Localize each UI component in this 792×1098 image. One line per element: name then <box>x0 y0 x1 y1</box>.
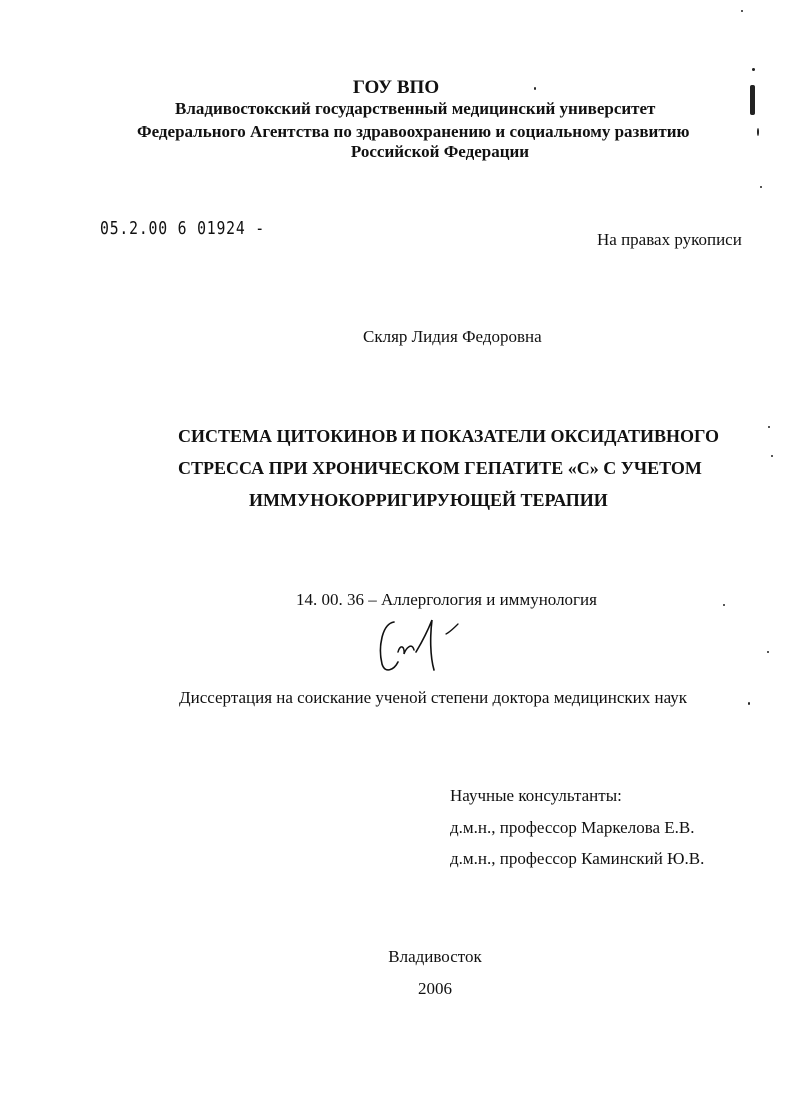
scan-artifact <box>750 85 755 115</box>
scan-artifact <box>534 87 536 90</box>
title-line-2: СТРЕССА ПРИ ХРОНИЧЕСКОМ ГЕПАТИТЕ «С» С УЧЕТОМ <box>178 458 702 478</box>
scan-artifact <box>760 186 762 188</box>
scan-artifact <box>748 702 750 705</box>
scan-artifact <box>771 455 773 457</box>
registration-number-stamp: 05.2.00 6 01924 - <box>100 218 266 239</box>
scan-artifact <box>768 426 770 428</box>
university-name: Владивостокский государственный медицинский университет <box>175 99 656 118</box>
consultants-heading: Научные консультанты: <box>450 786 622 805</box>
city: Владивосток <box>388 947 482 966</box>
scan-artifact <box>752 68 755 71</box>
country-name: Российской Федерации <box>350 142 530 161</box>
dissertation-type: Диссертация на соискание ученой степени доктора медицинских наук <box>179 688 688 707</box>
title-line-3: ИММУНОКОРРИГИРУЮЩЕЙ ТЕРАПИИ <box>249 490 608 510</box>
org-type: ГОУ ВПО <box>352 77 440 98</box>
author-name: Скляр Лидия Федоровна <box>363 327 542 346</box>
handwritten-signature <box>372 612 472 678</box>
consultant-item: д.м.н., профессор Каминский Ю.В. <box>450 849 705 868</box>
scan-artifact <box>767 651 769 653</box>
title-line-1: СИСТЕМА ЦИТОКИНОВ И ПОКАЗАТЕЛИ ОКСИДАТИВНОГО <box>178 426 719 446</box>
scan-artifact <box>741 10 743 12</box>
rights-note: На правах рукописи <box>597 230 742 249</box>
scan-artifact <box>723 604 725 606</box>
agency-name: Федерального Агентства по здравоохранению и социальному развитию <box>137 122 690 141</box>
year: 2006 <box>418 979 452 998</box>
scan-artifact <box>757 128 759 136</box>
specialty-code: 14. 00. 36 – Аллергология и иммунология <box>296 590 597 609</box>
consultant-item: д.м.н., профессор Маркелова Е.В. <box>450 818 695 837</box>
